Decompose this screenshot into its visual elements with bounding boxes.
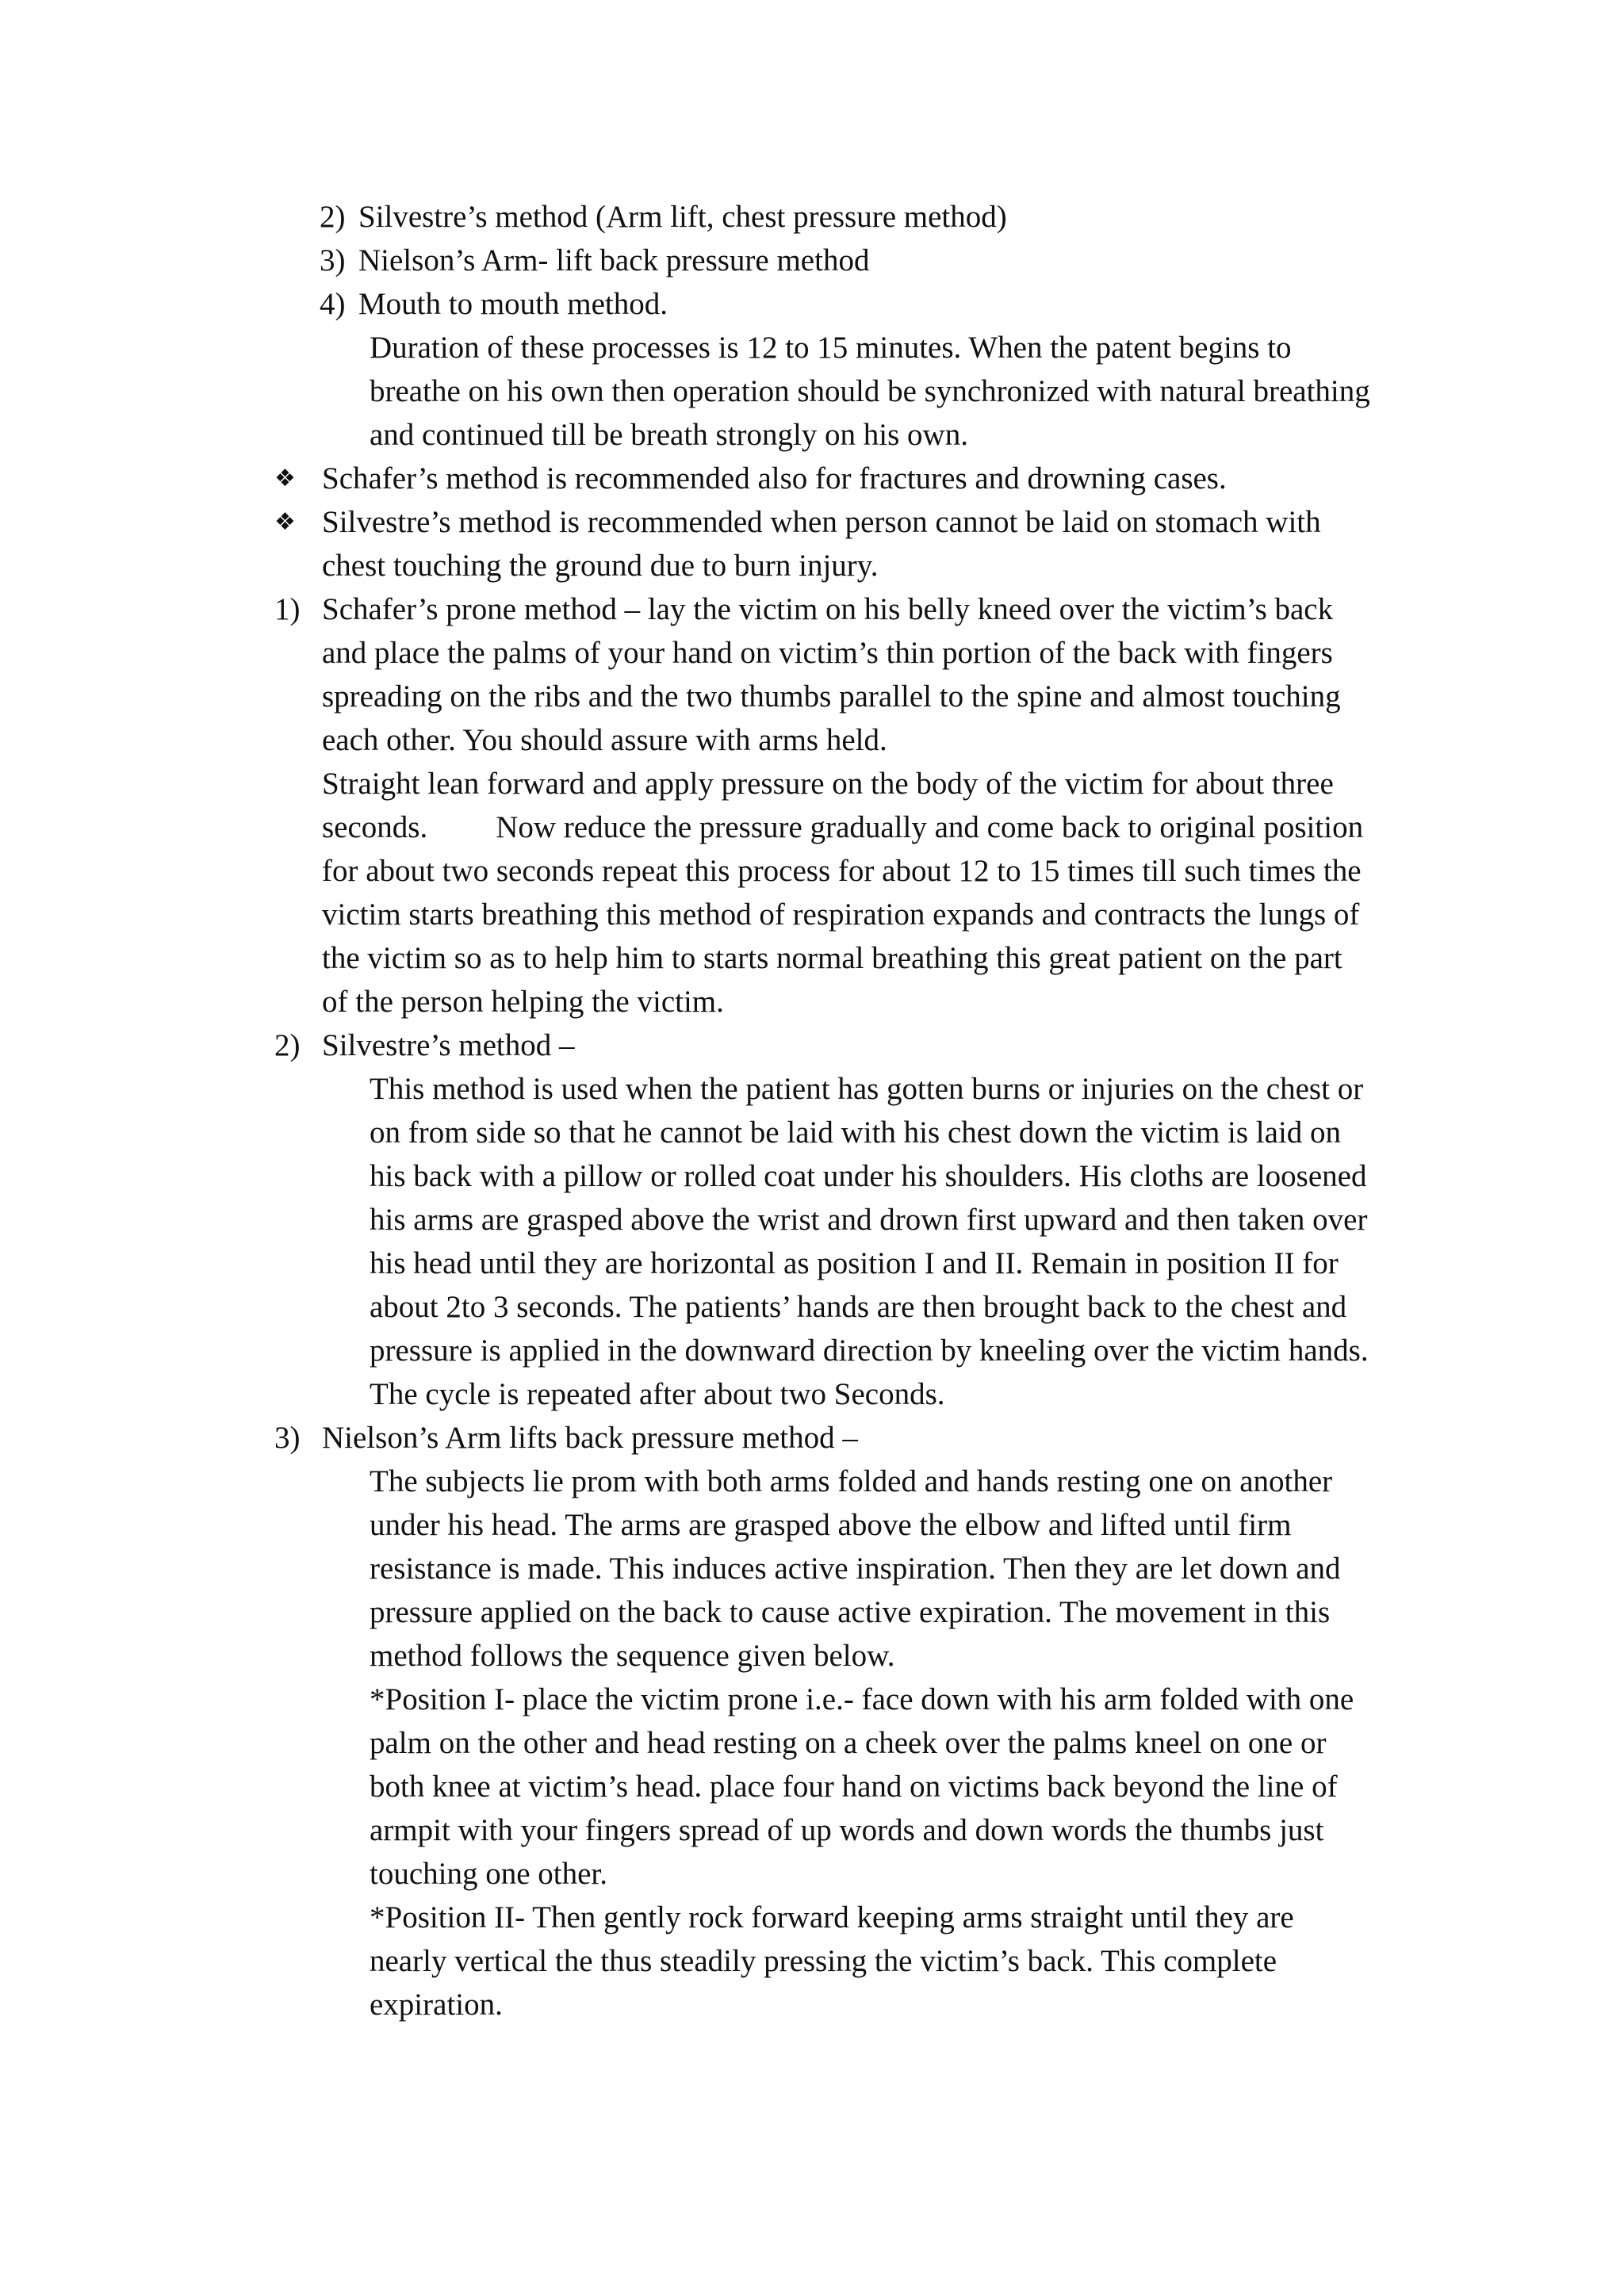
section-line: nearly vertical the thus steadily pressing the victim’s back. This complete	[370, 1944, 1277, 1978]
diamond-bullet-icon: ❖	[274, 508, 296, 536]
section-line: on from side so that he cannot be laid with his chest down the victim is laid on	[370, 1115, 1342, 1150]
paragraph-line: breathe on his own then operation should be synchronized with natural breathing	[370, 374, 1370, 408]
paragraph-line: Duration of these processes is 12 to 15 minutes. When the patent begins to	[370, 331, 1292, 365]
section-line: armpit with your fingers spread of up words and down words the thumbs just	[370, 1813, 1324, 1847]
list-item-text: Mouth to mouth method.	[358, 287, 668, 321]
section-line: method follows the sequence given below.	[370, 1639, 895, 1673]
bullet-text: Schafer’s method is recommended also for fractures and drowning cases.	[322, 461, 1227, 496]
section-line: Straight lean forward and apply pressure on the body of the victim for about three	[322, 767, 1334, 801]
section-number: 1)	[274, 592, 301, 626]
section-line: The subjects lie prom with both arms folded and hands resting one on another	[370, 1464, 1333, 1498]
section-number: 2)	[274, 1028, 301, 1062]
section-line: expiration.	[370, 1988, 503, 2022]
section-line: under his head. The arms are grasped above the elbow and lifted until firm	[370, 1508, 1292, 1542]
section-line: of the person helping the victim.	[322, 985, 724, 1019]
bullet-text: Silvestre’s method is recommended when person cannot be laid on stomach with	[322, 505, 1321, 539]
section-line: his back with a pillow or rolled coat under his shoulders. His cloths are loosened	[370, 1159, 1367, 1193]
list-number: 3)	[320, 243, 346, 277]
bullet-text: chest touching the ground due to burn injury.	[322, 549, 879, 583]
diamond-bullet-icon: ❖	[274, 465, 296, 492]
section-line: the victim so as to help him to starts normal breathing this great patient on the part	[322, 941, 1342, 975]
section-line: The cycle is repeated after about two Seconds.	[370, 1377, 945, 1411]
section-line: both knee at victim’s head. place four hand on victims back beyond the line of	[370, 1770, 1338, 1804]
section-heading: Nielson’s Arm lifts back pressure method –	[322, 1421, 858, 1455]
section-line: his head until they are horizontal as position I and II. Remain in position II for	[370, 1246, 1339, 1280]
section-line: touching one other.	[370, 1857, 608, 1891]
section-line: for about two seconds repeat this process for about 12 to 15 times till such times the	[322, 854, 1362, 888]
list-number: 2)	[320, 200, 346, 234]
section-line: palm on the other and head resting on a cheek over the palms kneel on one or	[370, 1726, 1327, 1760]
section-line: spreading on the ribs and the two thumbs parallel to the spine and almost touching	[322, 679, 1341, 714]
section-line: *Position II- Then gently rock forward keeping arms straight until they are	[370, 1900, 1294, 1934]
section-line: each other. You should assure with arms held.	[322, 723, 887, 757]
section-line: *Position I- place the victim prone i.e.- face down with his arm folded with one	[370, 1682, 1354, 1716]
reduce-pressure-text: Now reduce the pressure gradually and come back to original position	[496, 810, 1364, 844]
list-item-text: Nielson’s Arm- lift back pressure method	[358, 243, 870, 277]
section-line: Schafer’s prone method – lay the victim on his belly kneed over the victim’s back	[322, 592, 1334, 626]
section-line	[322, 806, 1363, 849]
section-number: 3)	[274, 1421, 301, 1455]
list-item-text: Silvestre’s method (Arm lift, chest pressure method)	[358, 200, 1007, 234]
section-line: This method is used when the patient has gotten burns or injuries on the chest or	[370, 1072, 1364, 1106]
section-line: resistance is made. This induces active inspiration. Then they are let down and	[370, 1552, 1341, 1586]
seconds-text: seconds.	[322, 810, 428, 844]
section-line: victim starts breathing this method of respiration expands and contracts the lungs of	[322, 897, 1360, 932]
list-number: 4)	[320, 287, 346, 321]
section-heading: Silvestre’s method –	[322, 1028, 575, 1062]
section-line: his arms are grasped above the wrist and drown first upward and then taken over	[370, 1203, 1368, 1237]
section-line: about 2to 3 seconds. The patients’ hands are then brought back to the chest and	[370, 1290, 1347, 1324]
section-line: pressure applied on the back to cause active expiration. The movement in this	[370, 1595, 1331, 1629]
section-line: pressure is applied in the downward direction by kneeling over the victim hands.	[370, 1334, 1369, 1368]
section-line: and place the palms of your hand on victim’s thin portion of the back with fingers	[322, 636, 1333, 670]
paragraph-line: and continued till be breath strongly on his own.	[370, 418, 968, 452]
